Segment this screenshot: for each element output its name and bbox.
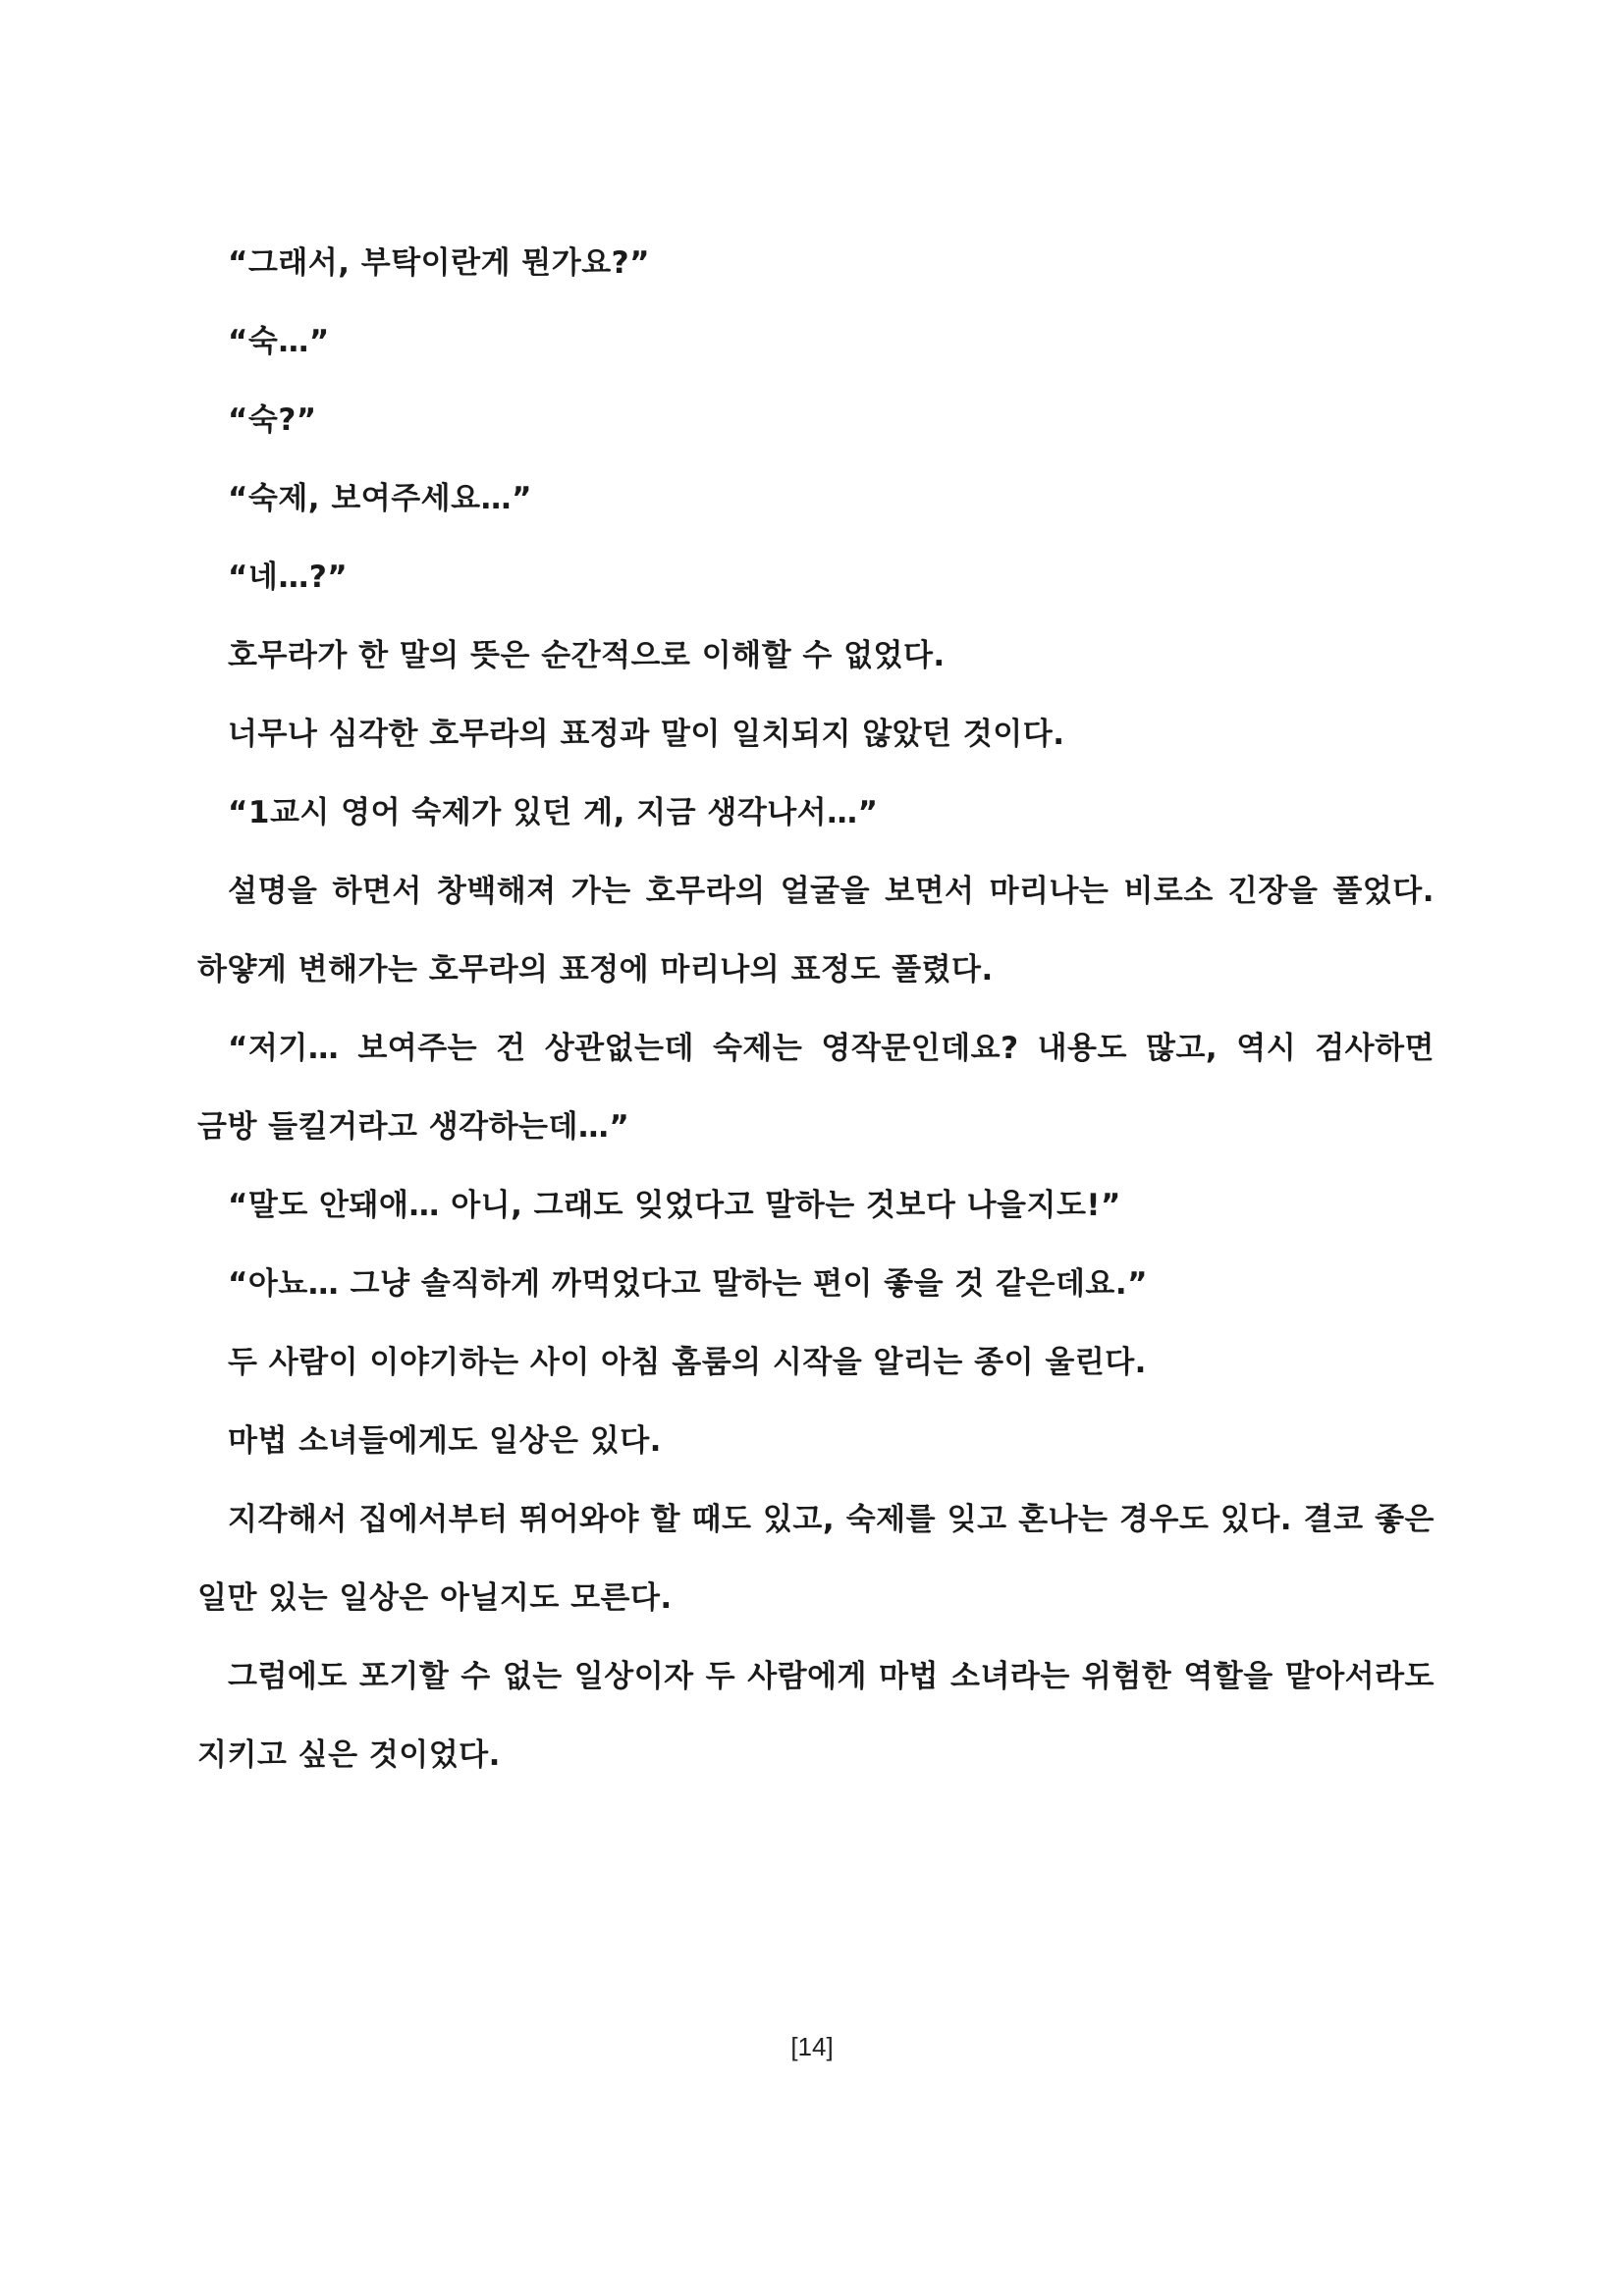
paragraph: “숙…” (228, 324, 330, 359)
paragraph: 너무나 심각한 호무라의 표정과 말이 일치되지 않았던 것이다. (228, 717, 1065, 752)
body-text (197, 224, 1435, 1794)
paragraph: “1교시 영어 숙제가 있던 게, 지금 생각나서…” (228, 795, 879, 830)
paragraph: 마법 소녀들에게도 일상은 있다. (228, 1423, 662, 1459)
paragraph: 그럼에도 포기할 수 없는 일상이자 두 사람에게 마법 소녀라는 위험한 역할을 맡아서라도 지키고 싶은 것이었다. (197, 1659, 1435, 1773)
paragraph: 지각해서 집에서부터 뛰어와야 할 때도 있고, 숙제를 잊고 혼나는 경우도 있다. 결코 좋은 일만 있는 일상은 아닐지도 모른다. (197, 1502, 1435, 1616)
paragraph: 설명을 하면서 창백해져 가는 호무라의 얼굴을 보면서 마리나는 비로소 긴장을 풀었다. 하얗게 변해가는 호무라의 표정에 마리나의 표정도 풀렸다. (197, 874, 1435, 988)
paragraph: “숙?” (228, 402, 317, 438)
page-number: [14] (790, 2032, 834, 2061)
paragraph: “저기… 보여주는 건 상관없는데 숙제는 영작문인데요? 내용도 많고, 역시 검사하면 금방 들킬거라고 생각하는데…” (197, 1031, 1435, 1145)
paragraph: 두 사람이 이야기하는 사이 아침 홈룸의 시작을 알리는 종이 울린다. (228, 1345, 1147, 1380)
paragraph: “네…?” (228, 560, 349, 595)
paragraph: “숙제, 보여주세요…” (228, 481, 532, 516)
paragraph: “그래서, 부탁이란게 뭔가요?” (228, 245, 650, 281)
paragraph: “말도 안돼애… 아니, 그래도 잊었다고 말하는 것보다 나을지도!” (228, 1188, 1121, 1223)
paragraph: 호무라가 한 말의 뜻은 순간적으로 이해할 수 없었다. (228, 638, 946, 673)
paragraph: “아뇨… 그냥 솔직하게 까먹었다고 말하는 편이 좋을 것 같은데요.” (228, 1266, 1149, 1302)
